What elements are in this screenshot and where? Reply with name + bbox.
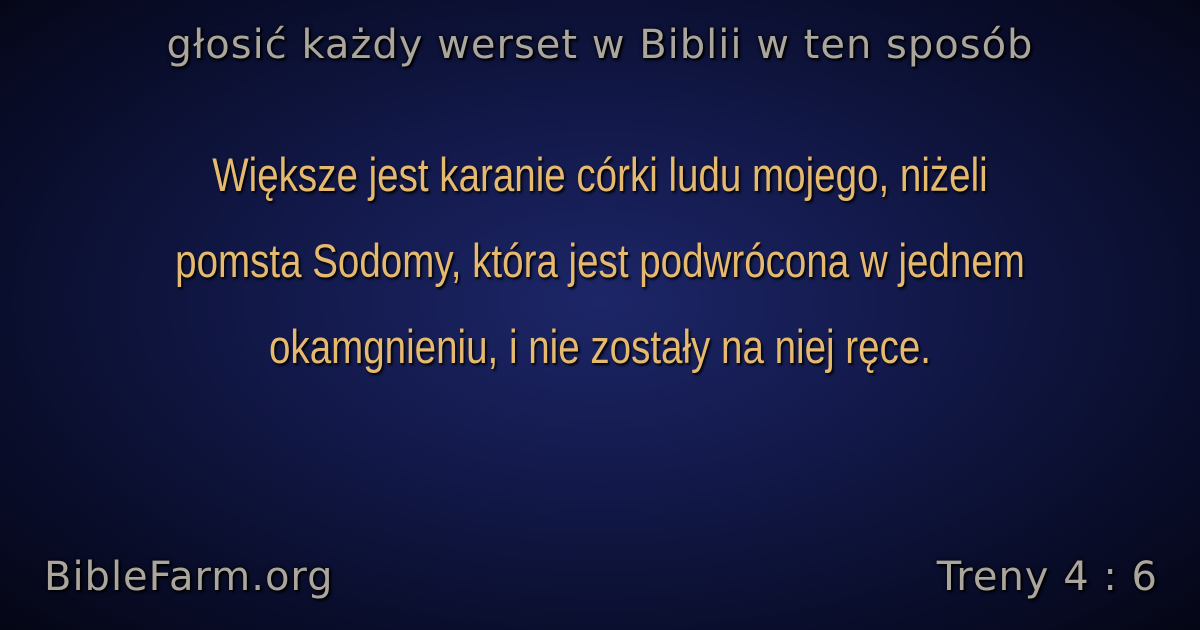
header-tagline: głosić każdy werset w Biblii w ten sposób xyxy=(166,22,1034,68)
verse-reference: Treny 4 : 6 xyxy=(936,554,1158,600)
verse-text: Większe jest karanie córki ludu mojego, niżeli pomsta Sodomy, która jest podwrócona w jednem okamgnieniu, i nie zostały na niej ręce. xyxy=(175,148,1025,373)
site-name: BibleFarm.org xyxy=(44,554,334,600)
